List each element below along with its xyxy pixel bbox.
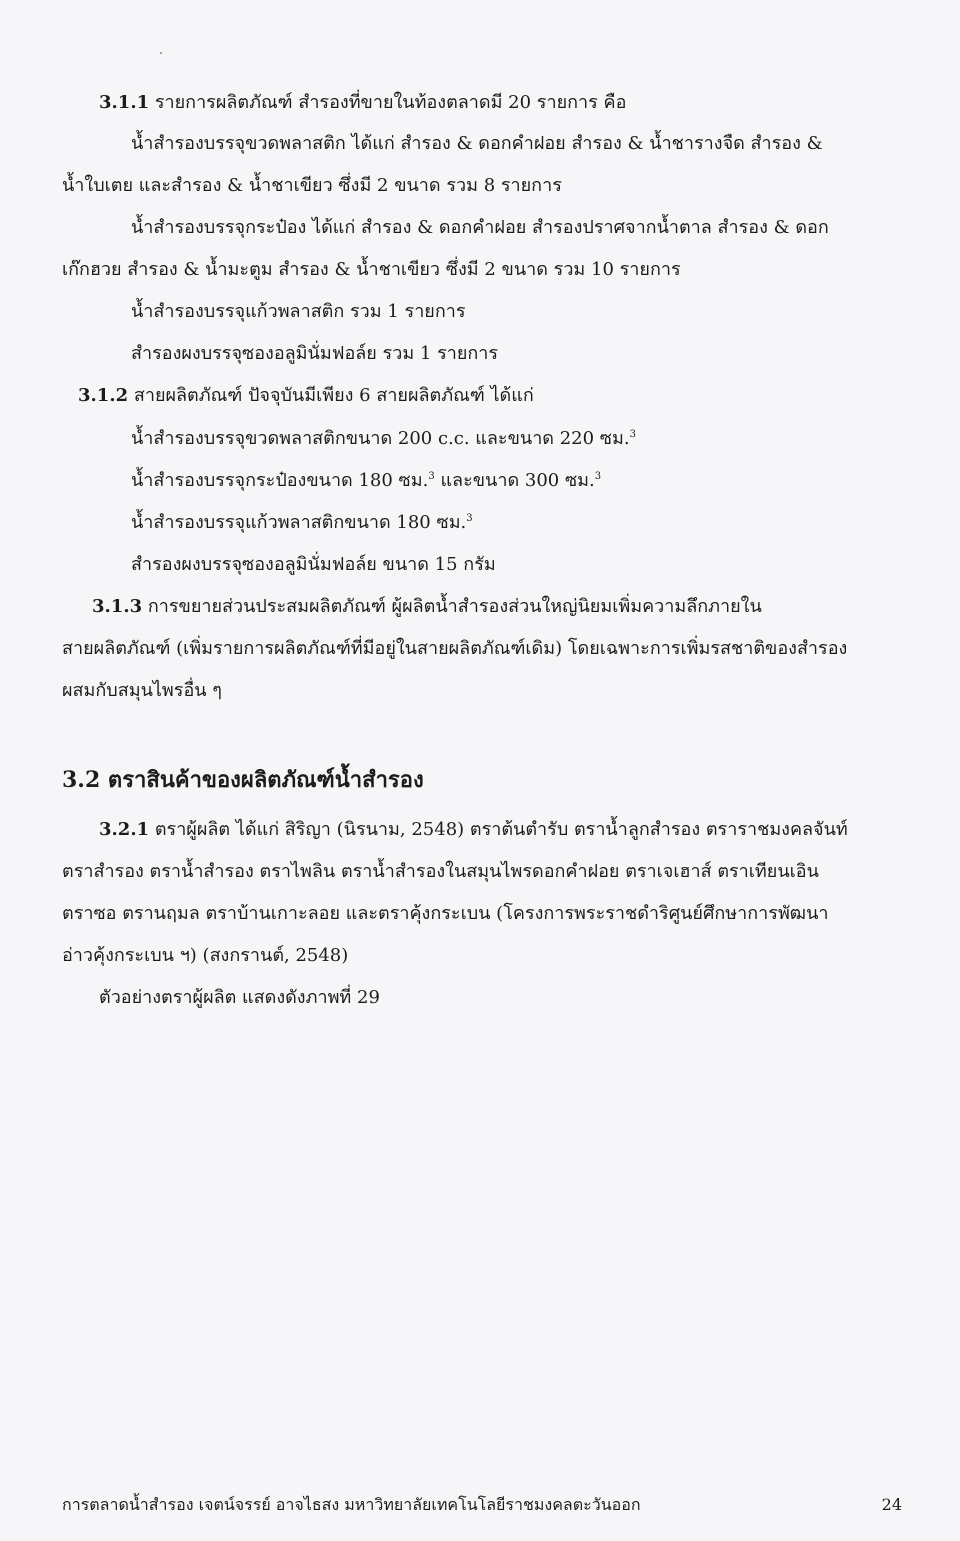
section-text: ตราผู้ผลิต ได้แก่ สิริญา (นิรนาม, 2548) ตราต้นตำรับ ตราน้ำลูกสำรอง ตราราชมงคลจันท์ — [154, 819, 848, 840]
section-3-1-2-title — [78, 383, 534, 409]
paragraph-line: ตราสำรอง ตราน้ำสำรอง ตราไพลิน ตราน้ำสำรองในสมุนไพรดอกคำฝอย ตราเจเฮาส์ ตราเทียนเอิน — [62, 861, 819, 882]
paragraph-line: สายผลิตภัณฑ์ (เพิ่มรายการผลิตภัณฑ์ที่มีอยู่ในสายผลิตภัณฑ์เดิม) โดยเฉพาะการเพิ่มรสชาติของสำรอง — [62, 638, 848, 659]
section-text: สายผลิตภัณฑ์ ปัจจุบันมีเพียง 6 สายผลิตภัณฑ์ ได้แก่ — [133, 385, 534, 406]
paragraph-line: สำรองผงบรรจุซองอลูมินั่มฟอล์ย ขนาด 15 กรัม — [131, 554, 496, 575]
paragraph-line — [131, 468, 601, 494]
line-text: และขนาด 300 ซม. — [434, 470, 595, 491]
page-footer: การตลาดน้ำสำรอง เจตน์จรรย์ อาจไธสง มหาวิทยาลัยเทคโนโลยีราชมงคลตะวันออก — [62, 1495, 641, 1514]
superscript: 3 — [428, 471, 435, 482]
paragraph-line: สำรองผงบรรจุซองอลูมินั่มฟอล์ย รวม 1 รายการ — [131, 343, 499, 364]
section-number: 3.1.2 — [78, 385, 129, 406]
section-3-1-1-title — [99, 90, 626, 116]
section-number: 3.1.1 — [99, 92, 150, 113]
paragraph-line — [131, 510, 473, 536]
paragraph-line: อ่าวคุ้งกระเบน ฯ) (สงกรานต์, 2548) — [62, 945, 349, 966]
section-number: 3.1.3 — [92, 596, 143, 617]
section-3-2-1-title — [99, 817, 848, 843]
superscript: 3 — [594, 471, 602, 482]
superscript: 3 — [466, 513, 473, 524]
line-text: น้ำสำรองบรรจุกระป๋องขนาด 180 ซม. — [131, 470, 429, 491]
paragraph-line: น้ำสำรองบรรจุแก้วพลาสติก รวม 1 รายการ — [131, 301, 466, 322]
section-3-2-heading: 3.2 ตราสินค้าของผลิตภัณฑ์น้ำสำรอง — [62, 767, 424, 793]
line-text: น้ำสำรองบรรจุขวดพลาสติกขนาด 200 c.c. และขนาด 220 ซม. — [131, 428, 630, 449]
page-number: 24 — [881, 1495, 902, 1514]
scan-speck — [160, 52, 162, 54]
superscript: 3 — [629, 429, 636, 440]
line-text: น้ำสำรองบรรจุแก้วพลาสติกขนาด 180 ซม. — [131, 512, 467, 533]
paragraph-line: ตัวอย่างตราผู้ผลิต แสดงดังภาพที่ 29 — [99, 987, 380, 1008]
paragraph-line: เก๊กฮวย สำรอง & น้ำมะตูม สำรอง & น้ำชาเขียว ซึ่งมี 2 ขนาด รวม 10 รายการ — [62, 259, 681, 280]
paragraph-line: น้ำสำรองบรรจุกระป๋อง ได้แก่ สำรอง & ดอกคำฝอย สำรองปราศจากน้ำตาล สำรอง & ดอก — [131, 217, 829, 238]
section-text: การขยายส่วนประสมผลิตภัณฑ์ ผู้ผลิตน้ำสำรองส่วนใหญ่นิยมเพิ่มความลึกภายใน — [147, 596, 762, 617]
section-number: 3.2.1 — [99, 819, 150, 840]
paragraph-line: น้ำใบเตย และสำรอง & น้ำชาเขียว ซึ่งมี 2 ขนาด รวม 8 รายการ — [62, 175, 562, 196]
paragraph-line: น้ำสำรองบรรจุขวดพลาสติก ได้แก่ สำรอง & ดอกคำฝอย สำรอง & น้ำชารางจืด สำรอง & — [131, 133, 823, 154]
section-text: รายการผลิตภัณฑ์ สำรองที่ขายในท้องตลาดมี 20 รายการ คือ — [154, 92, 627, 113]
paragraph-line: ผสมกับสมุนไพรอื่น ๆ — [62, 680, 222, 701]
paragraph-line — [131, 426, 636, 452]
section-3-1-3-title — [92, 594, 762, 620]
paragraph-line: ตราซอ ตรานฤมล ตราบ้านเกาะลอย และตราคุ้งกระเบน (โครงการพระราชดำริศูนย์ศึกษาการพัฒนา — [62, 903, 829, 924]
